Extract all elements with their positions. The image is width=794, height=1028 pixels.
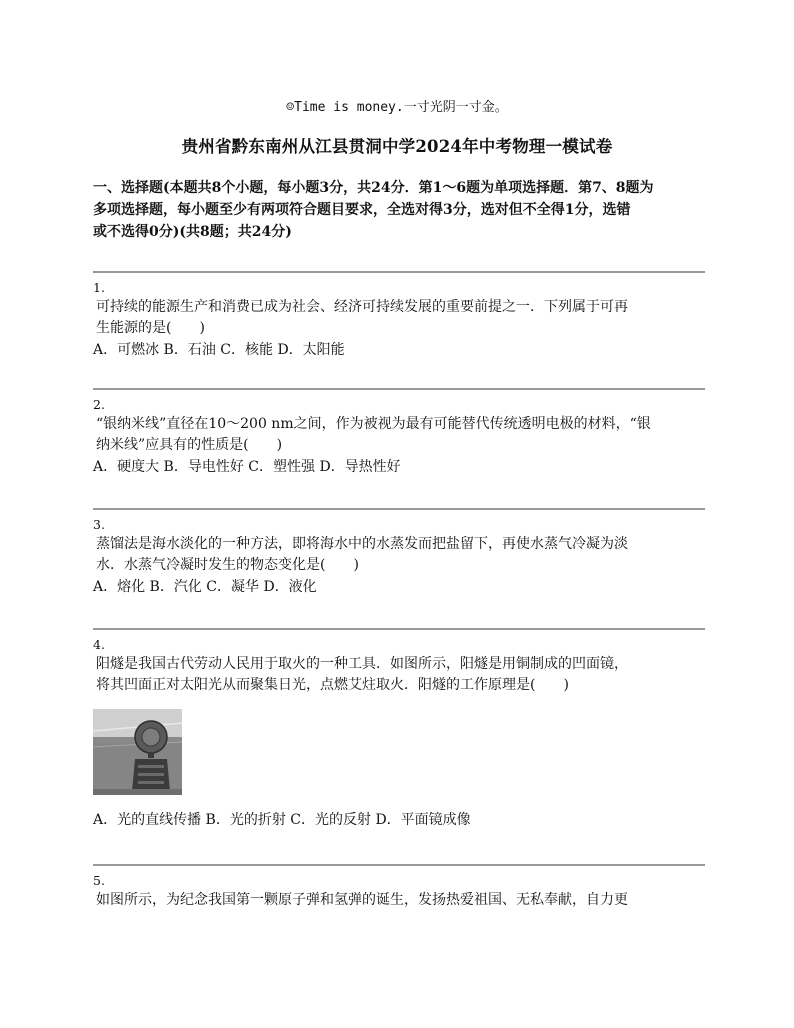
question-number: 2. [93, 397, 105, 412]
question-stem-line: 蒸馏法是海水淡化的一种方法，即将海水中的水蒸发而把盐留下，再使水蒸气冷凝为淡 [96, 536, 628, 552]
question-5 [93, 864, 705, 911]
question-number: 3. [93, 517, 105, 532]
divider [93, 628, 705, 630]
yangsui-mirror-photo [93, 709, 182, 795]
yangsui-mirror-drawing [93, 709, 182, 795]
section-heading-line: 多项选择题，每小题至少有两项符合题目要求，全选对得3分，选对但不全得1分，选错 [93, 202, 631, 218]
question-stem-line: 如图所示，为纪念我国第一颗原子弹和氢弹的诞生，发扬热爱祖国、无私奉献，自力更 [96, 892, 628, 908]
section-heading [93, 177, 703, 243]
question-2 [93, 388, 705, 478]
divider [93, 388, 705, 390]
question-stem-line: 纳米线”应具有的性质是( ) [96, 437, 283, 453]
question-options: A．硬度大 B．导电性好 C．塑性强 D．导热性好 [93, 459, 401, 475]
exam-title: 贵州省黔东南州从江县贯洞中学2024年中考物理一模试卷 [181, 137, 613, 156]
divider [93, 508, 705, 510]
question-number: 1. [93, 280, 105, 295]
question-4 [93, 628, 705, 831]
question-1 [93, 271, 705, 361]
question-number: 5. [93, 873, 105, 888]
question-options: A．光的直线传播 B．光的折射 C．光的反射 D．平面镜成像 [93, 812, 471, 828]
section-heading-line: 或不选得0分)(共8题；共24分) [93, 224, 292, 240]
motto: ☺Time is money.一寸光阴一寸金。 [286, 100, 508, 115]
question-stem-line: 可持续的能源生产和消费已成为社会、经济可持续发展的重要前提之一．下列属于可再 [96, 299, 628, 315]
section-heading-line: 一、选择题(本题共8个小题，每小题3分，共24分．第1～6题为单项选择题．第7、8题为 [93, 180, 654, 196]
question-stem-line: 将其凹面正对太阳光从而聚集日光，点燃艾炷取火．阳燧的工作原理是( ) [96, 677, 569, 693]
question-number: 4. [93, 637, 105, 652]
question-options: A．可燃冰 B．石油 C．核能 D．太阳能 [93, 342, 345, 358]
divider [93, 864, 705, 866]
question-stem-line: “银纳米线”直径在10～200 nm之间，作为被视为最有可能替代传统透明电极的材料，“银 [96, 416, 651, 432]
question-stem-line: 水．水蒸气冷凝时发生的物态变化是( ) [96, 557, 359, 573]
question-stem-line: 生能源的是( ) [96, 320, 205, 336]
question-stem-line: 阳燧是我国古代劳动人民用于取火的一种工具．如图所示，阳燧是用铜制成的凹面镜， [96, 656, 628, 672]
question-3 [93, 508, 705, 598]
divider [93, 271, 705, 273]
question-options: A．熔化 B．汽化 C．凝华 D．液化 [93, 579, 317, 595]
